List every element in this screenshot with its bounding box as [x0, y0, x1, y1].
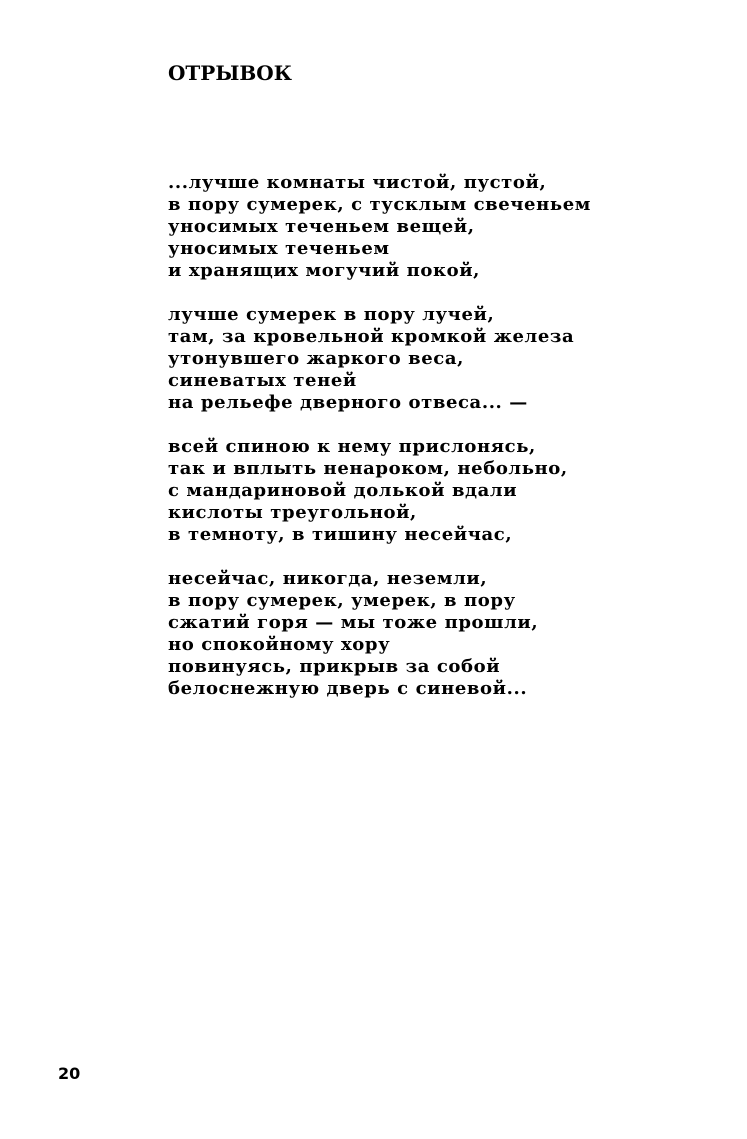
stanza-3 [168, 436, 728, 546]
stanza-1 [168, 172, 728, 282]
poem-line: но спокойному хору [168, 634, 391, 655]
poem-line: уносимых теченьем [168, 238, 390, 259]
poem-title: ОТРЫВОК [168, 61, 292, 85]
poem-line: сжатий горя — мы тоже прошли, [168, 612, 539, 633]
poem-body [168, 172, 728, 722]
poem-line: там, за кровельной кромкой железа [168, 326, 575, 347]
stanza-4 [168, 568, 728, 700]
poem-line: синеватых теней [168, 370, 357, 391]
poem-line: утонувшего жаркого веса, [168, 348, 464, 369]
poem-line: всей спиною к нему прислонясь, [168, 436, 536, 457]
poem-line: уносимых теченьем вещей, [168, 216, 475, 237]
poem-line: в темноту, в тишину несейчас, [168, 524, 513, 545]
poem-line: несейчас, никогда, неземли, [168, 568, 488, 589]
poem-line: так и вплыть ненароком, небольно, [168, 458, 568, 479]
poem-line: и хранящих могучий покой, [168, 260, 481, 281]
poem-line: в пору сумерек, умерек, в пору [168, 590, 516, 611]
poem-line: в пору сумерек, с тусклым свеченьем [168, 194, 591, 215]
poem-line: повинуясь, прикрыв за собой [168, 656, 501, 677]
stanza-2 [168, 304, 728, 414]
poem-line: ...лучше комнаты чистой, пустой, [168, 172, 547, 193]
poem-line: кислоты треугольной, [168, 502, 417, 523]
poem-line: на рельефе дверного отвеса... — [168, 392, 528, 413]
poem-line: белоснежную дверь с синевой... [168, 678, 528, 699]
poem-line: с мандариновой долькой вдали [168, 480, 518, 501]
poem-line: лучше сумерек в пору лучей, [168, 304, 495, 325]
page-number: 20 [58, 1064, 81, 1083]
